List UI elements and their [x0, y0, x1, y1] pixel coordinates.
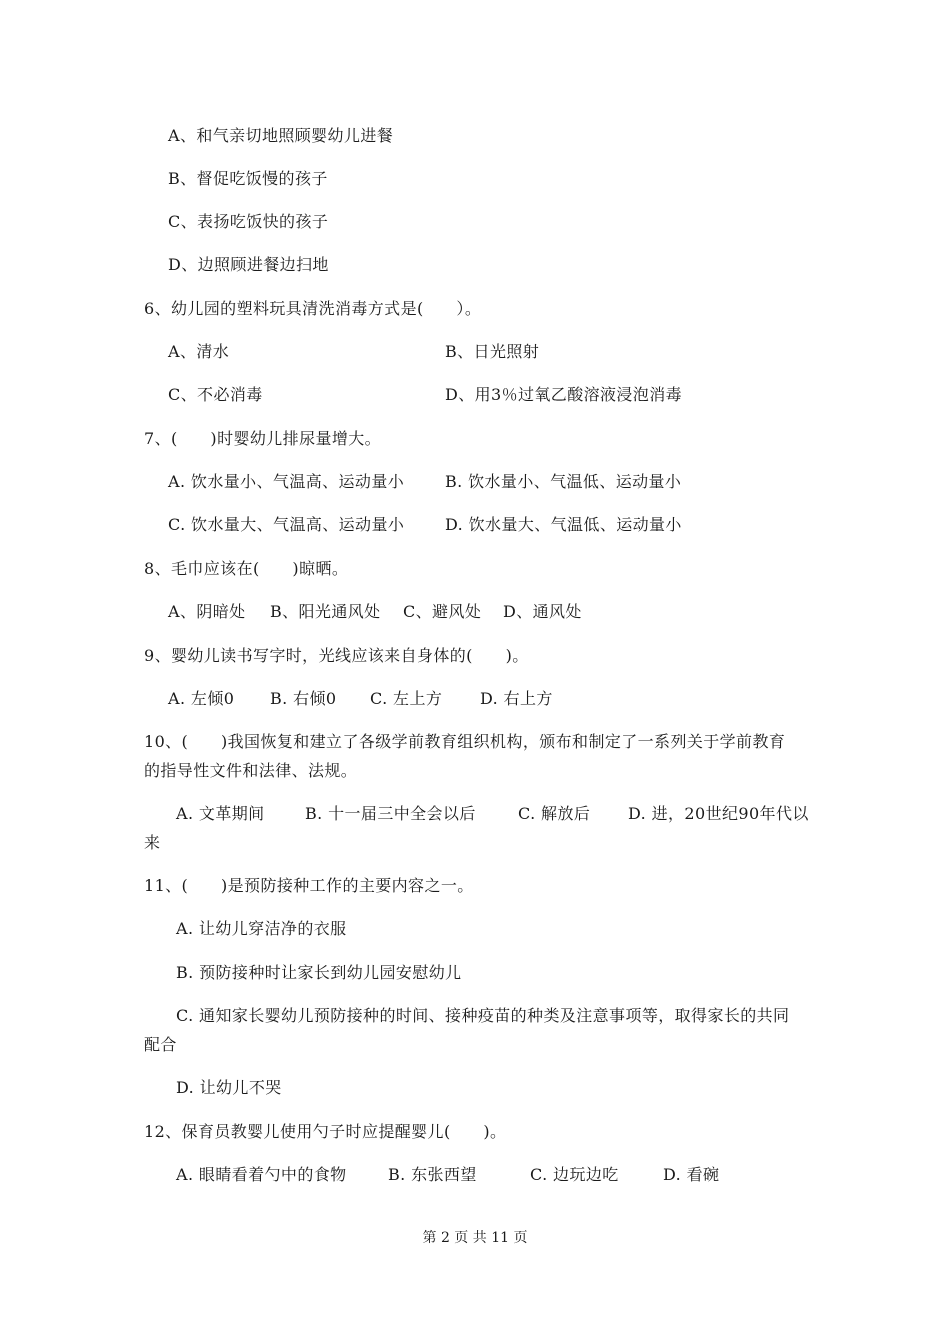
q6-option-d: D、用3％过氧乙酸溶液浸泡消毒 [445, 385, 683, 404]
q6-stem: 6、幼儿园的塑料玩具清洗消毒方式是( ）。 [144, 299, 482, 318]
q9-option-a: A. 左倾0 [168, 689, 235, 708]
q8-option-c: C、避风处 [403, 602, 482, 621]
q7-option-a: A. 饮水量小、气温高、运动量小 [168, 472, 405, 491]
q10-option-a: A. 文革期间 [176, 804, 265, 823]
q10-stem-line1: 10、( )我国恢复和建立了各级学前教育组织机构，颁布和制定了一系列关于学前教育 [144, 732, 786, 751]
q5-option-b: B、督促吃饭慢的孩子 [168, 169, 328, 188]
q9-option-c: C. 左上方 [370, 689, 443, 708]
q8-option-a: A、阴暗处 [168, 602, 246, 621]
q7-stem: 7、( )时婴幼儿排尿量增大。 [144, 429, 382, 448]
q8-option-d: D、通风处 [503, 602, 582, 621]
q8-option-b: B、阳光通风处 [270, 602, 381, 621]
q6-option-c: C、不必消毒 [168, 385, 263, 404]
q10-option-b: B. 十一届三中全会以后 [305, 804, 476, 823]
q11-stem: 11、( )是预防接种工作的主要内容之一。 [144, 876, 474, 895]
q6-option-b: B、日光照射 [445, 342, 540, 361]
q8-stem: 8、毛巾应该在( )晾晒。 [144, 559, 349, 578]
q9-stem: 9、婴幼儿读书写字时，光线应该来自身体的( )。 [144, 646, 529, 665]
q10-option-d-continued: 来 [144, 833, 161, 852]
q11-option-b: B. 预防接种时让家长到幼儿园安慰幼儿 [176, 963, 462, 982]
q12-stem: 12、保育员教婴儿使用勺子时应提醒婴儿( )。 [144, 1122, 507, 1141]
q7-option-d: D. 饮水量大、气温低、运动量小 [445, 515, 682, 534]
q5-option-c: C、表扬吃饭快的孩子 [168, 212, 329, 231]
q12-option-c: C. 边玩边吃 [530, 1165, 619, 1184]
q11-option-c-line1: C. 通知家长婴幼儿预防接种的时间、接种疫苗的种类及注意事项等，取得家长的共同 [176, 1006, 790, 1025]
q10-option-d: D. 进，20世纪90年代以 [628, 804, 809, 823]
q10-stem-line2: 的指导性文件和法律、法规。 [144, 761, 358, 780]
q7-option-c: C. 饮水量大、气温高、运动量小 [168, 515, 405, 534]
q9-option-b: B. 右倾0 [270, 689, 337, 708]
page-footer: 第 2 页 共 11 页 [422, 1230, 528, 1246]
q11-option-a: A. 让幼儿穿洁净的衣服 [176, 919, 347, 938]
q10-option-c: C. 解放后 [518, 804, 591, 823]
q11-option-d: D. 让幼儿不哭 [176, 1078, 282, 1097]
q12-option-a: A. 眼睛看着勺中的食物 [176, 1165, 347, 1184]
q5-option-a: A、和气亲切地照顾婴幼儿进餐 [168, 126, 394, 145]
q12-option-d: D. 看碗 [663, 1165, 720, 1184]
q6-option-a: A、清水 [168, 342, 230, 361]
q11-option-c-line2: 配合 [144, 1035, 177, 1054]
q12-option-b: B. 东张西望 [388, 1165, 477, 1184]
q7-option-b: B. 饮水量小、气温低、运动量小 [445, 472, 682, 491]
q5-option-d: D、边照顾进餐边扫地 [168, 255, 329, 274]
q9-option-d: D. 右上方 [480, 689, 553, 708]
